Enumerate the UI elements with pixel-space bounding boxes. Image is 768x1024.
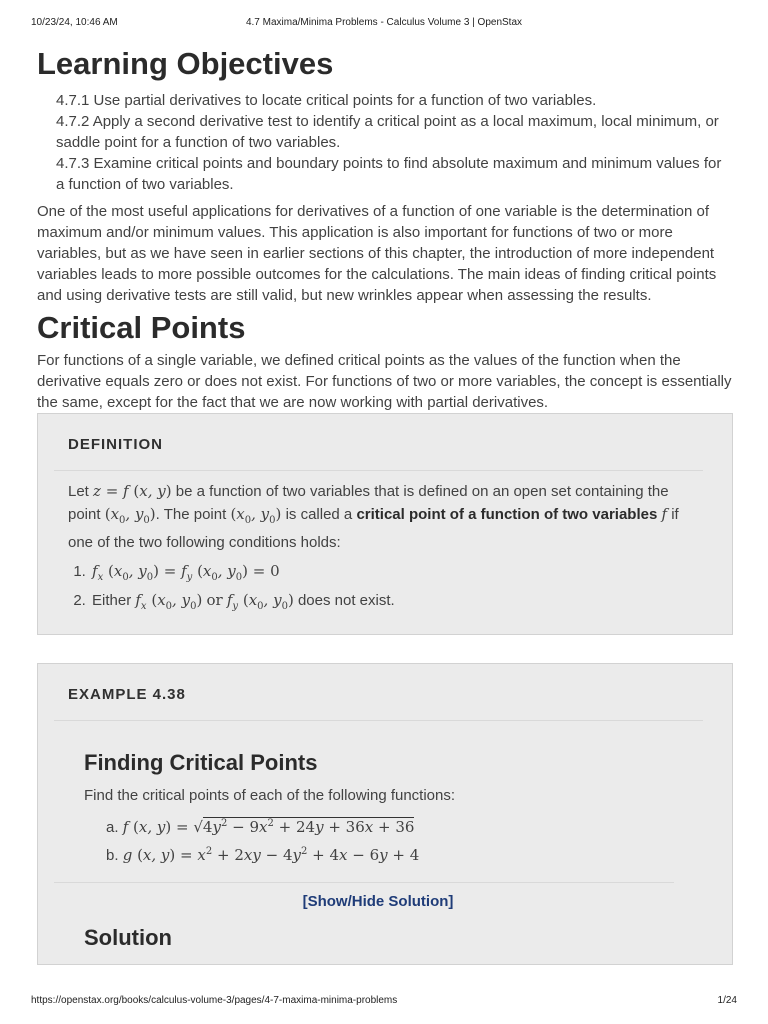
example-box xyxy=(37,663,733,965)
math-point: ($x_0$, $y_0$) xyxy=(230,505,282,526)
math-f: f xyxy=(661,505,668,523)
example-functions xyxy=(84,812,702,868)
objective-item: 4.7.1 Use partial derivatives to locate critical points for a function of two variables. xyxy=(56,92,597,109)
math-function-b: g (x, $y) = x^2 + 2xy - 4y^2 + 4x - 6y + 4$ xyxy=(122,846,420,864)
definition-body xyxy=(38,471,732,634)
show-hide-solution-link[interactable]: [Show/Hide Solution] xyxy=(302,893,454,910)
objective-item: 4.7.2 Apply a second derivative test to identify a critical point as a local maximum, local minimum, or saddle point for a function of two variables. xyxy=(56,113,719,151)
objective-item: 4.7.3 Examine critical points and boundary points to find absolute maximum and minimum values for a function of two variables. xyxy=(56,155,722,193)
critical-points-paragraph: For functions of a single variable, we defined critical points as the values of the function when the derivative equals zero or does not exist. For functions of two or more variables, the concept is essentially the same, except for the fact that we are now working with partial derivatives. xyxy=(37,352,732,411)
example-title: Finding Critical Points xyxy=(84,750,318,775)
definition-label: DEFINITION xyxy=(54,414,703,471)
critical-points-heading: Critical Points xyxy=(37,310,246,345)
math-point: ($x_0$, $y_0$) xyxy=(104,505,156,526)
learning-objectives-heading: Learning Objectives xyxy=(37,46,334,81)
math-partials-zero: $f_x$ ($x_0$, $y_0) = f_y$ ($x_0$, $y_0) = 0$ xyxy=(92,562,280,583)
definition-box xyxy=(37,413,733,635)
example-label: EXAMPLE 4.38 xyxy=(54,664,703,721)
article-content xyxy=(37,42,733,965)
math-z-equals-f: z = f (x, y) xyxy=(93,482,172,500)
example-intro: Find the critical points of each of the following functions: xyxy=(84,787,456,804)
print-timestamp: 10/23/24, 10:46 AM xyxy=(31,17,118,28)
condition-item xyxy=(90,560,702,589)
function-a: a. f (x, $y) = √4y^2 - 9x^2 + 24y + 36x + 36$ xyxy=(106,818,415,836)
math-function-a: f (x, $y) = √4y^2 - 9x^2 + 24y + 36x + 36$ xyxy=(122,818,415,836)
math-fy: $f_y$ ($x_0$, $y_0$) xyxy=(226,591,294,612)
example-body xyxy=(38,721,732,952)
condition-item: 2. Either $f_x$ ($x_0$, $y_0$) or $f_y$ ($x_0$, $y_0$) does not exist. xyxy=(90,589,702,618)
print-url: https://openstax.org/books/calculus-volume-3/pages/4-7-maxima-minima-problems xyxy=(31,995,398,1006)
print-page-number: 1/24 xyxy=(717,995,737,1006)
definition-text: Let z = f (x, y) be a function of two variables that is defined on an open set containing the point ($x_0$, $y_0$). The point ($x_0$, $y_0$) is called a critical point of a function of two variables f if one of the two following conditions holds: xyxy=(68,482,679,551)
intro-paragraph: One of the most useful applications for derivatives of a function of one variable is the determination of maximum and/or minimum values. This application is also important for functions of two or more variables, but as we have seen in earlier sections of this chapter, the introduction of more independent variables leads to more possible outcomes for the calculations. The main ideas of finding critical points and using derivative tests are still valid, but new wrinkles appear when assessing the results. xyxy=(37,203,717,304)
learning-objectives-list xyxy=(37,90,733,195)
solution-heading: Solution xyxy=(84,925,172,950)
math-fx: $f_x$ ($x_0$, $y_0$) xyxy=(135,591,203,612)
function-b: b. g (x, $y) = x^2 + 2xy - 4y^2 + 4x - 6y + 4$ xyxy=(106,846,420,864)
example-divider xyxy=(54,882,674,883)
definition-term: critical point of a function of two variables xyxy=(356,506,658,523)
print-page-title: 4.7 Maxima/Minima Problems - Calculus Volume 3 | OpenStax xyxy=(245,17,523,28)
definition-conditions xyxy=(68,560,702,618)
